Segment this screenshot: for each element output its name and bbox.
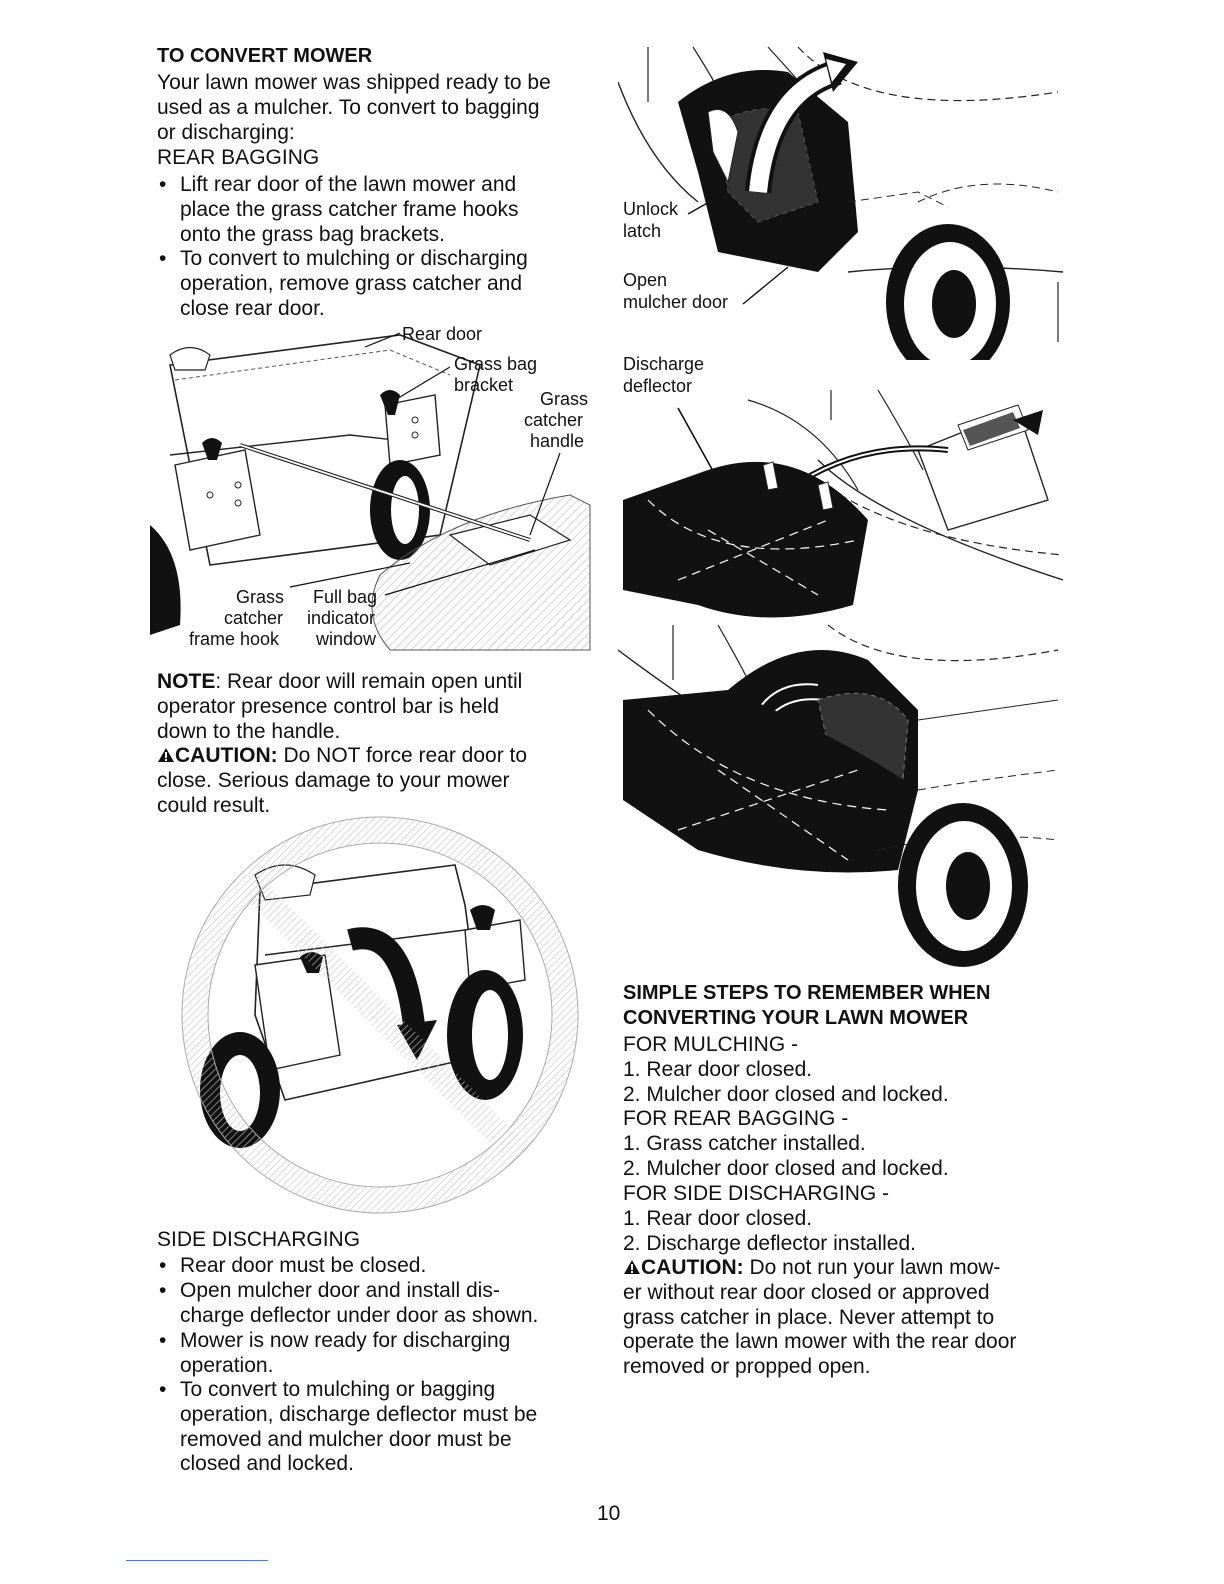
label-grass-bag-bracket: Grass bag bbox=[454, 354, 538, 374]
do-not-force-door-illustration bbox=[165, 815, 595, 1215]
intro-line: Your lawn mower was shipped ready to be bbox=[157, 71, 551, 94]
label-open-mulcher-door: mulcher door bbox=[623, 292, 729, 312]
label-discharge-deflector: deflector bbox=[623, 376, 693, 396]
bullet-line: onto the grass bag brackets. bbox=[180, 223, 445, 246]
label-grass-catcher-handle: Grass bbox=[540, 389, 589, 409]
note-line: down to the handle. bbox=[157, 720, 341, 743]
label-full-bag-window: Full bag bbox=[313, 587, 378, 607]
bullet-line: closed and locked. bbox=[180, 1452, 354, 1475]
bullet-line: • To convert to mulching or bagging bbox=[180, 1378, 495, 1403]
deflector-installed-illustration bbox=[618, 620, 1063, 975]
caution-line: close. Serious damage to your mower bbox=[157, 769, 510, 792]
list-item: 1. Rear door closed. bbox=[623, 1207, 813, 1230]
note-line: operator presence control bar is held bbox=[157, 695, 500, 718]
caution-line bbox=[157, 744, 527, 769]
bullet-line: operation. bbox=[180, 1354, 274, 1377]
note-line bbox=[157, 670, 522, 695]
intro-line: or discharging: bbox=[157, 121, 295, 144]
bullet-line: • To convert to mulching or discharging bbox=[180, 247, 528, 272]
caution-line: grass catcher in place. Never attempt to bbox=[623, 1306, 995, 1329]
group-title: FOR MULCHING - bbox=[623, 1033, 798, 1056]
warning-triangle-icon bbox=[157, 747, 175, 763]
label-grass-catcher-handle: handle bbox=[530, 431, 585, 451]
caution-label: CAUTION: bbox=[641, 1256, 744, 1279]
label-unlock-latch: Unlock bbox=[623, 199, 679, 219]
steps-heading: SIMPLE STEPS TO REMEMBER WHEN bbox=[623, 982, 991, 1004]
label-full-bag-window: window bbox=[316, 629, 377, 649]
bullet-line: place the grass catcher frame hooks bbox=[180, 198, 519, 221]
bullet-line: operation, remove grass catcher and bbox=[180, 272, 523, 295]
label-discharge-deflector: Discharge bbox=[623, 354, 705, 374]
label-frame-hook: Grass bbox=[236, 587, 285, 607]
label-frame-hook: frame hook bbox=[189, 629, 280, 649]
list-item: 2. Mulcher door closed and locked. bbox=[623, 1083, 949, 1106]
bullet-line: • Lift rear door of the lawn mower and bbox=[180, 173, 516, 198]
page-number: 10 bbox=[597, 1502, 621, 1525]
caution-label: CAUTION: bbox=[175, 744, 278, 767]
footer-rule bbox=[126, 1560, 268, 1561]
caution-line bbox=[623, 1256, 1000, 1281]
caution-text: Do not run your lawn mow- bbox=[743, 1256, 1001, 1279]
steps-heading: CONVERTING YOUR LAWN MOWER bbox=[623, 1007, 969, 1029]
label-unlock-latch: latch bbox=[623, 221, 662, 241]
note-text: : Rear door will remain open until bbox=[215, 670, 523, 693]
label-grass-catcher-handle: catcher bbox=[524, 410, 584, 430]
intro-line: used as a mulcher. To convert to bagging bbox=[157, 96, 540, 119]
side-discharging-title: SIDE DISCHARGING bbox=[157, 1228, 361, 1251]
section-heading: TO CONVERT MOWER bbox=[157, 45, 373, 67]
bullet-line: removed and mulcher door must be bbox=[180, 1428, 512, 1451]
discharge-deflector-illustration bbox=[618, 380, 1063, 620]
group-title: FOR SIDE DISCHARGING - bbox=[623, 1182, 890, 1205]
bullet-line: close rear door. bbox=[180, 297, 325, 320]
caution-line: operate the lawn mower with the rear door bbox=[623, 1330, 1017, 1353]
bullet-line: operation, discharge deflector must be bbox=[180, 1403, 538, 1426]
caution-line: removed or propped open. bbox=[623, 1355, 871, 1378]
bullet-line: • Mower is now ready for discharging bbox=[180, 1329, 510, 1354]
caution-line: er without rear door closed or approved bbox=[623, 1281, 990, 1304]
caution-line: could result. bbox=[157, 794, 271, 817]
rear-bagging-title: REAR BAGGING bbox=[157, 146, 320, 169]
label-frame-hook: catcher bbox=[224, 608, 284, 628]
bullet-line: charge deflector under door as shown. bbox=[180, 1304, 539, 1327]
bullet-line: • Open mulcher door and install dis- bbox=[180, 1279, 500, 1304]
note-label: NOTE bbox=[157, 670, 216, 693]
label-full-bag-window: indicator bbox=[307, 608, 376, 628]
label-rear-door: Rear door bbox=[402, 324, 483, 344]
label-open-mulcher-door: Open bbox=[623, 270, 668, 290]
list-item: 1. Rear door closed. bbox=[623, 1058, 813, 1081]
label-grass-bag-bracket: bracket bbox=[454, 375, 514, 395]
group-title: FOR REAR BAGGING - bbox=[623, 1107, 849, 1130]
caution-text: Do NOT force rear door to bbox=[277, 744, 528, 767]
list-item: 2. Mulcher door closed and locked. bbox=[623, 1157, 949, 1180]
warning-triangle-icon bbox=[623, 1259, 641, 1275]
bullet-line: • Rear door must be closed. bbox=[180, 1254, 426, 1279]
list-item: 2. Discharge deflector installed. bbox=[623, 1232, 916, 1255]
list-item: 1. Grass catcher installed. bbox=[623, 1132, 866, 1155]
